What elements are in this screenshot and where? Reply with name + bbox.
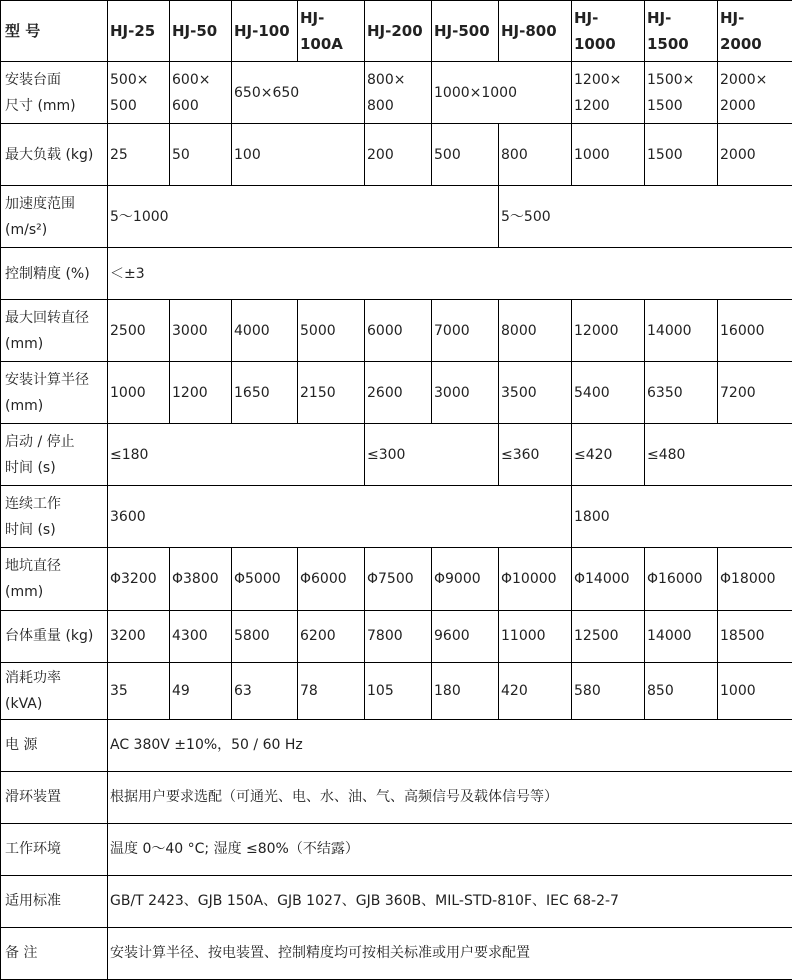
row-label-power: 消耗功率 (kVA)	[1, 662, 108, 719]
cell-max-load: 50	[170, 124, 232, 186]
model-hj-500: HJ-500	[432, 1, 499, 62]
cell-pit-diameter: Φ3800	[170, 548, 232, 610]
cell-power: 63	[232, 662, 298, 719]
cell-table-weight: 4300	[170, 610, 232, 662]
cell-pit-diameter: Φ3200	[108, 548, 170, 610]
row-max-rotation-diameter	[1, 300, 792, 362]
cell-max-load: 800	[499, 124, 572, 186]
cell-pit-diameter: Φ10000	[499, 548, 572, 610]
row-environment	[1, 823, 792, 875]
cell-max-rotation-diameter: 6000	[365, 300, 432, 362]
cell-table-size: 600× 600	[170, 62, 232, 124]
cell-install-radius: 1200	[170, 362, 232, 424]
row-label-notes: 备 注	[1, 927, 108, 979]
cell-start-stop-time: ≤480	[645, 424, 792, 486]
cell-control-precision: ＜±3	[108, 248, 792, 300]
cell-table-size: 1000×1000	[432, 62, 572, 124]
cell-max-rotation-diameter: 4000	[232, 300, 298, 362]
cell-power: 180	[432, 662, 499, 719]
cell-max-rotation-diameter: 8000	[499, 300, 572, 362]
cell-max-load: 1500	[645, 124, 718, 186]
cell-power: 105	[365, 662, 432, 719]
row-label-control-precision: 控制精度 (%)	[1, 248, 108, 300]
cell-table-size: 2000× 2000	[718, 62, 792, 124]
row-label-start-stop-time: 启动 / 停止 时间 (s)	[1, 424, 108, 486]
cell-max-load: 500	[432, 124, 499, 186]
cell-install-radius: 3000	[432, 362, 499, 424]
cell-table-weight: 6200	[298, 610, 365, 662]
cell-max-load: 1000	[572, 124, 645, 186]
cell-start-stop-time: ≤300	[365, 424, 499, 486]
cell-table-size: 1500× 1500	[645, 62, 718, 124]
row-install-radius	[1, 362, 792, 424]
cell-table-weight: 3200	[108, 610, 170, 662]
cell-max-rotation-diameter: 16000	[718, 300, 792, 362]
row-label-max-rotation-diameter: 最大回转直径 (mm)	[1, 300, 108, 362]
row-label-table-weight: 台体重量 (kg)	[1, 610, 108, 662]
cell-table-weight: 11000	[499, 610, 572, 662]
cell-environment: 温度 0～40 °C; 湿度 ≤80%（不结露）	[108, 823, 792, 875]
cell-install-radius: 3500	[499, 362, 572, 424]
cell-install-radius: 2600	[365, 362, 432, 424]
cell-install-radius: 1000	[108, 362, 170, 424]
cell-install-radius: 2150	[298, 362, 365, 424]
row-label-continuous-time: 连续工作 时间 (s)	[1, 486, 108, 548]
cell-max-load: 100	[232, 124, 365, 186]
cell-table-weight: 12500	[572, 610, 645, 662]
cell-install-radius: 7200	[718, 362, 792, 424]
model-hj-100: HJ-100	[232, 1, 298, 62]
cell-install-radius: 6350	[645, 362, 718, 424]
row-power-supply	[1, 719, 792, 771]
row-notes	[1, 927, 792, 979]
row-standards	[1, 875, 792, 927]
model-hj-200: HJ-200	[365, 1, 432, 62]
model-hj-2000: HJ- 2000	[718, 1, 792, 62]
cell-notes: 安装计算半径、按电装置、控制精度均可按相关标准或用户要求配置	[108, 927, 792, 979]
row-label-install-radius: 安装计算半径 (mm)	[1, 362, 108, 424]
cell-table-weight: 18500	[718, 610, 792, 662]
row-start-stop-time	[1, 424, 792, 486]
cell-max-load: 25	[108, 124, 170, 186]
row-continuous-time	[1, 486, 792, 548]
cell-pit-diameter: Φ6000	[298, 548, 365, 610]
model-hj-50: HJ-50	[170, 1, 232, 62]
row-label-accel-range: 加速度范围 (m/s²)	[1, 186, 108, 248]
row-label-power-supply: 电 源	[1, 719, 108, 771]
cell-start-stop-time: ≤420	[572, 424, 645, 486]
row-label-slip-ring: 滑环装置	[1, 771, 108, 823]
row-label-table-size: 安装台面 尺寸 (mm)	[1, 62, 108, 124]
cell-power-supply: AC 380V ±10%，50 / 60 Hz	[108, 719, 792, 771]
cell-slip-ring: 根据用户要求选配（可通光、电、水、油、气、高频信号及载体信号等）	[108, 771, 792, 823]
row-control-precision	[1, 248, 792, 300]
cell-pit-diameter: Φ18000	[718, 548, 792, 610]
cell-power: 49	[170, 662, 232, 719]
cell-table-weight: 14000	[645, 610, 718, 662]
row-label-max-load: 最大负载 (kg)	[1, 124, 108, 186]
cell-power: 420	[499, 662, 572, 719]
cell-continuous-time: 1800	[572, 486, 792, 548]
cell-max-load: 2000	[718, 124, 792, 186]
row-table-weight	[1, 610, 792, 662]
cell-max-rotation-diameter: 5000	[298, 300, 365, 362]
cell-install-radius: 5400	[572, 362, 645, 424]
cell-table-size: 650×650	[232, 62, 365, 124]
cell-table-weight: 9600	[432, 610, 499, 662]
cell-max-rotation-diameter: 7000	[432, 300, 499, 362]
cell-accel-range: 5～1000	[108, 186, 499, 248]
row-max-load	[1, 124, 792, 186]
row-label-pit-diameter: 地坑直径 (mm)	[1, 548, 108, 610]
cell-max-rotation-diameter: 2500	[108, 300, 170, 362]
row-label-standards: 适用标准	[1, 875, 108, 927]
cell-power: 1000	[718, 662, 792, 719]
model-hj-1000: HJ- 1000	[572, 1, 645, 62]
cell-power: 850	[645, 662, 718, 719]
cell-table-weight: 7800	[365, 610, 432, 662]
cell-table-size: 1200× 1200	[572, 62, 645, 124]
model-hj-1500: HJ- 1500	[645, 1, 718, 62]
model-hj-25: HJ-25	[108, 1, 170, 62]
cell-pit-diameter: Φ5000	[232, 548, 298, 610]
cell-max-rotation-diameter: 3000	[170, 300, 232, 362]
cell-power: 580	[572, 662, 645, 719]
header-row	[1, 1, 792, 62]
cell-accel-range: 5～500	[499, 186, 792, 248]
cell-pit-diameter: Φ9000	[432, 548, 499, 610]
row-power	[1, 662, 792, 719]
model-hj-100a: HJ- 100A	[298, 1, 365, 62]
row-table-size	[1, 62, 792, 124]
cell-max-rotation-diameter: 14000	[645, 300, 718, 362]
row-label-environment: 工作环境	[1, 823, 108, 875]
cell-max-load: 200	[365, 124, 432, 186]
cell-max-rotation-diameter: 12000	[572, 300, 645, 362]
cell-pit-diameter: Φ7500	[365, 548, 432, 610]
row-pit-diameter	[1, 548, 792, 610]
cell-pit-diameter: Φ16000	[645, 548, 718, 610]
cell-start-stop-time: ≤180	[108, 424, 365, 486]
cell-install-radius: 1650	[232, 362, 298, 424]
cell-table-weight: 5800	[232, 610, 298, 662]
cell-table-size: 500× 500	[108, 62, 170, 124]
model-hj-800: HJ-800	[499, 1, 572, 62]
cell-pit-diameter: Φ14000	[572, 548, 645, 610]
cell-table-size: 800× 800	[365, 62, 432, 124]
cell-power: 78	[298, 662, 365, 719]
cell-power: 35	[108, 662, 170, 719]
cell-start-stop-time: ≤360	[499, 424, 572, 486]
row-accel-range	[1, 186, 792, 248]
row-slip-ring	[1, 771, 792, 823]
cell-standards: GB/T 2423、GJB 150A、GJB 1027、GJB 360B、MIL-STD-810F、IEC 68-2-7	[108, 875, 792, 927]
header-label: 型 号	[1, 1, 108, 62]
cell-continuous-time: 3600	[108, 486, 572, 548]
